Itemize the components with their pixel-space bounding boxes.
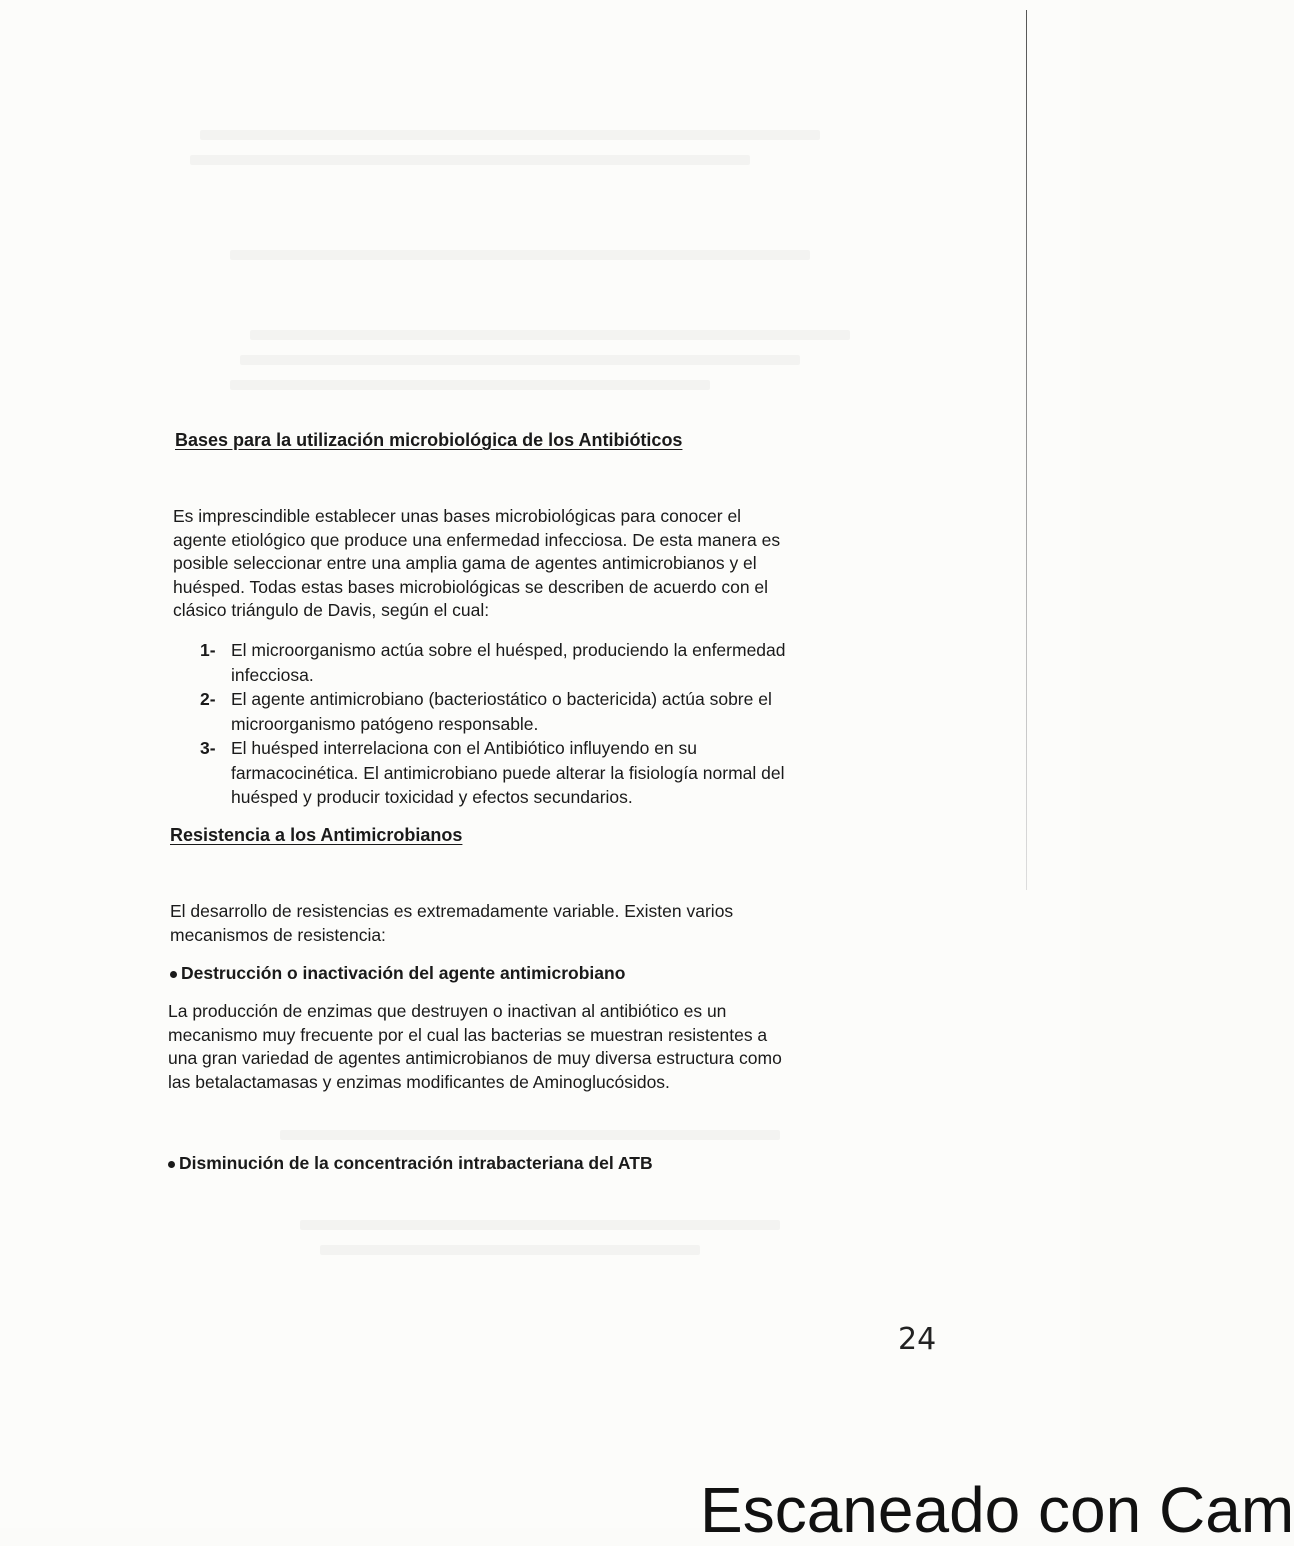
mechanism-heading-disminucion: [168, 1153, 653, 1174]
list-item-line: microorganismo patógeno responsable.: [231, 713, 539, 734]
list-item-line: El huésped interrelaciona con el Antibiótico influyendo en su: [231, 738, 698, 758]
bleed-through-mark: [190, 155, 750, 165]
bullet-icon: [168, 1161, 175, 1168]
paragraph-line: El desarrollo de resistencias es extremadamente variable. Existen varios: [170, 901, 734, 921]
paragraph-line: posible seleccionar entre una amplia gama de agentes antimicrobianos y el: [173, 553, 757, 573]
list-item-line: El microorganismo actúa sobre el huésped, produciendo la enfermedad: [231, 640, 786, 660]
list-item: [200, 638, 786, 687]
paragraph-line: La producción de enzimas que destruyen o inactivan al antibiótico es un: [168, 1001, 727, 1021]
bleed-through-mark: [250, 330, 850, 340]
paragraph-line: mecanismo muy frecuente por el cual las bacterias se muestran resistentes a: [168, 1024, 768, 1045]
bleed-through-mark: [200, 130, 820, 140]
bleed-through-mark: [230, 250, 810, 260]
mechanism-heading-text: Disminución de la concentración intrabacteriana del ATB: [179, 1153, 653, 1173]
scanner-watermark: Escaneado con Cam: [700, 1474, 1294, 1546]
section-heading-bases: Bases para la utilización microbiológica de los Antibióticos: [175, 430, 683, 450]
paragraph-line: clásico triángulo de Davis, según el cual:: [173, 600, 490, 620]
mechanism-paragraph-destruccion: [168, 1000, 782, 1094]
list-item: [200, 736, 786, 810]
paragraph-line: mecanismos de resistencia:: [170, 924, 386, 945]
paragraph-line: huésped. Todas estas bases microbiológicas se describen de acuerdo con el: [173, 576, 769, 597]
davis-triangle-list: [200, 638, 786, 810]
bleed-through-mark: [240, 355, 800, 365]
mechanism-heading-text: Destrucción o inactivación del agente antimicrobiano: [181, 963, 626, 983]
paragraph-line: agente etiológico que produce una enfermedad infecciosa. De esta manera es: [173, 529, 781, 550]
bleed-through-mark: [320, 1245, 700, 1255]
section-paragraph-resistencia: [170, 900, 733, 947]
list-item-number: 1-: [200, 640, 216, 660]
list-item-line: huésped y producir toxicidad y efectos secundarios.: [231, 787, 633, 807]
paragraph-line: una gran variedad de agentes antimicrobianos de muy diversa estructura como: [168, 1048, 782, 1068]
bullet-icon: [170, 971, 177, 978]
list-item-line: El agente antimicrobiano (bacteriostático o bactericida) actúa sobre el: [231, 689, 772, 709]
paragraph-line: las betalactamasas y enzimas modificantes de Aminoglucósidos.: [168, 1071, 670, 1092]
list-item-number: 3-: [200, 738, 216, 758]
section-heading-resistencia: Resistencia a los Antimicrobianos: [170, 825, 463, 845]
bleed-through-mark: [280, 1130, 780, 1140]
mechanism-heading-destruccion: [170, 963, 625, 984]
list-item-line: farmacocinética. El antimicrobiano puede alterar la fisiología normal del: [231, 762, 785, 783]
bleed-through-mark: [300, 1220, 780, 1230]
page-number: 24: [898, 1322, 937, 1357]
page-edge-line: [1026, 10, 1027, 890]
list-item-line: infecciosa.: [231, 664, 314, 685]
list-item: [200, 687, 786, 736]
bleed-through-mark: [230, 380, 710, 390]
section-paragraph-bases: [173, 505, 780, 623]
paragraph-line: Es imprescindible establecer unas bases microbiológicas para conocer el: [173, 506, 742, 526]
list-item-number: 2-: [200, 689, 216, 709]
